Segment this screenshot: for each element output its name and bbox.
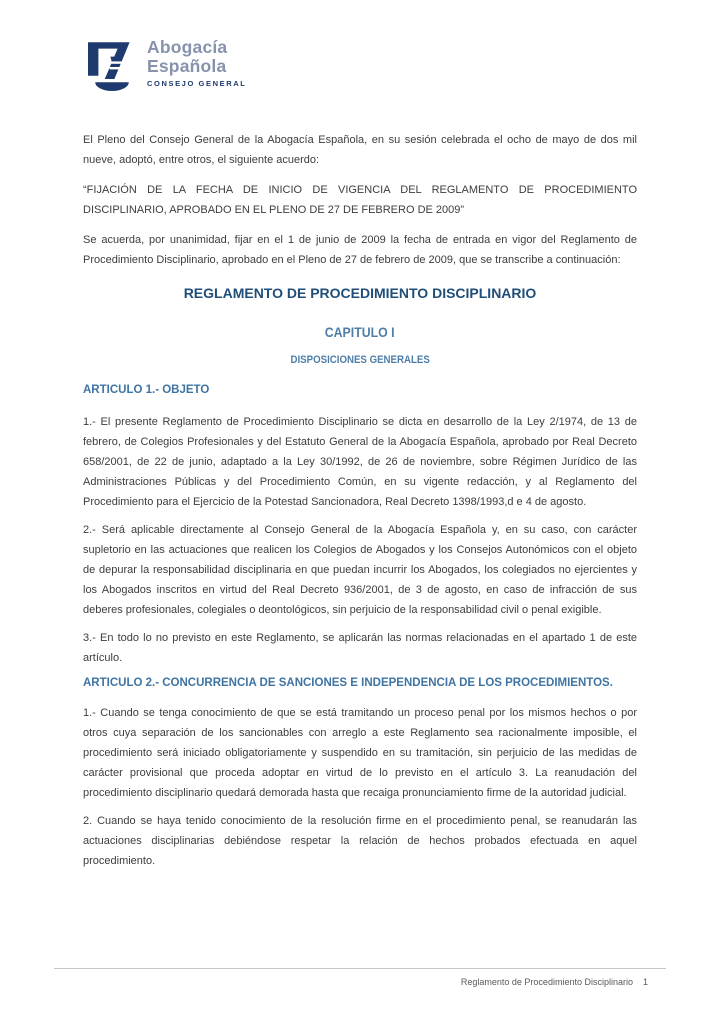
regulation-title: REGLAMENTO DE PROCEDIMIENTO DISCIPLINARIO <box>183 285 537 301</box>
chapter-subtitle <box>83 354 637 367</box>
article-1-paragraph: 3.- En todo lo no previsto en este Reglamento, se aplicarán las normas relacionadas en el apartado 1 de este artículo. <box>83 632 637 664</box>
article-2-paragraph: 2. Cuando se haya tenido conocimiento de la resolución firme en el procedimiento penal, se reanudarán las actuaciones disciplinarias debiéndose respetar la relación de hechos probados efectuada en aquel procedimiento. <box>83 815 637 867</box>
footer-document-title: Reglamento de Procedimiento Disciplinario <box>460 977 633 987</box>
article-2-heading: ARTICULO 2.- CONCURRENCIA DE SANCIONES E INDEPENDENCIA DE LOS PROCEDIMIENTOS. <box>83 677 613 689</box>
abogacia-espanola-logo-icon <box>88 38 136 101</box>
footer-divider <box>54 968 666 969</box>
page-footer <box>83 977 648 987</box>
article-1-paragraph: 2.- Será aplicable directamente al Consejo General de la Abogacía Española y, en su caso, con carácter supletorio en las actuaciones que realicen los Colegios de Abogados y los Consejos Autonómicos con el objeto de depurar la responsabilidad disciplinaria en que puedan incurrir los Abogados, los colegiados no ejercientes y los Abogados inscritos en virtud del Real Decreto 936/2001, de 3 de agosto, en caso de infracción de sus deberes profesionales, colegiales o deontológicos, sin perjuicio de la responsabilidad civil o penal exigible. <box>83 524 637 616</box>
brand-name-line1: Abogacía <box>147 37 228 57</box>
brand-name-line2: Española <box>147 56 227 76</box>
article-2-paragraph: 1.- Cuando se tenga conocimiento de que se está tramitando un proceso penal por los mismos hechos o por otros cuya separación de los sancionables con arreglo a este Reglamento sea racionalmente imposible, el procedimiento será iniciado obligatoriamente y suspendido en su tramitación, sin perjuicio de las medidas de carácter provisional que proceda adoptar en virtud de lo previsto en el artículo 3. La reanudación del procedimiento disciplinario quedará demorada hasta que recaiga pronunciamiento firme de la autoridad judicial. <box>83 707 637 799</box>
chapter-heading <box>83 324 637 340</box>
agreement-title-paragraph: “FIJACIÓN DE LA FECHA DE INICIO DE VIGENCIA DEL REGLAMENTO DE PROCEDIMIENTO DISCIPLINARIO, APROBADO EN EL PLENO DE 27 DE FEBRERO DE 2009” <box>83 184 637 216</box>
article-1-paragraph: 1.- El presente Reglamento de Procedimiento Disciplinario se dicta en desarrollo de la Ley 2/1974, de 13 de febrero, de Colegios Profesionales y del Estatuto General de la Abogacía Española, aprobado por Real Decreto 658/2001, de 22 de junio, adaptado a la Ley 30/1992, de 26 de noviembre, sobre Régimen Jurídico de las Administraciones Públicas y del Procedimiento Común, en su vigente redacción, y al Reglamento del Procedimiento para el Ejercicio de la Potestad Sancionadora, Real Decreto 1398/1993,d e 4 de agosto. <box>83 416 637 508</box>
article-1-heading: ARTICULO 1.- OBJETO <box>83 384 210 396</box>
intro-paragraph: El Pleno del Consejo General de la Abogacía Española, en su sesión celebrada el ocho de mayo de dos mil nueve, adoptó, entre otros, el siguiente acuerdo: <box>83 134 637 166</box>
document-body <box>0 130 720 871</box>
chapter-label: CAPITULO I <box>325 324 395 340</box>
intro-paragraph: Se acuerda, por unanimidad, fijar en el 1 de junio de 2009 la fecha de entrada en vigor del Reglamento de Procedimiento Disciplinario, aprobado en el Pleno de 27 de febrero de 2009, que se transcribe a continuación: <box>83 234 637 266</box>
document-header <box>0 0 720 96</box>
brand-text <box>147 38 246 88</box>
chapter-subtitle-label: DISPOSICIONES GENERALES <box>290 354 430 366</box>
page-number: 1 <box>642 977 648 987</box>
brand-tagline: CONSEJO GENERAL <box>147 79 247 88</box>
